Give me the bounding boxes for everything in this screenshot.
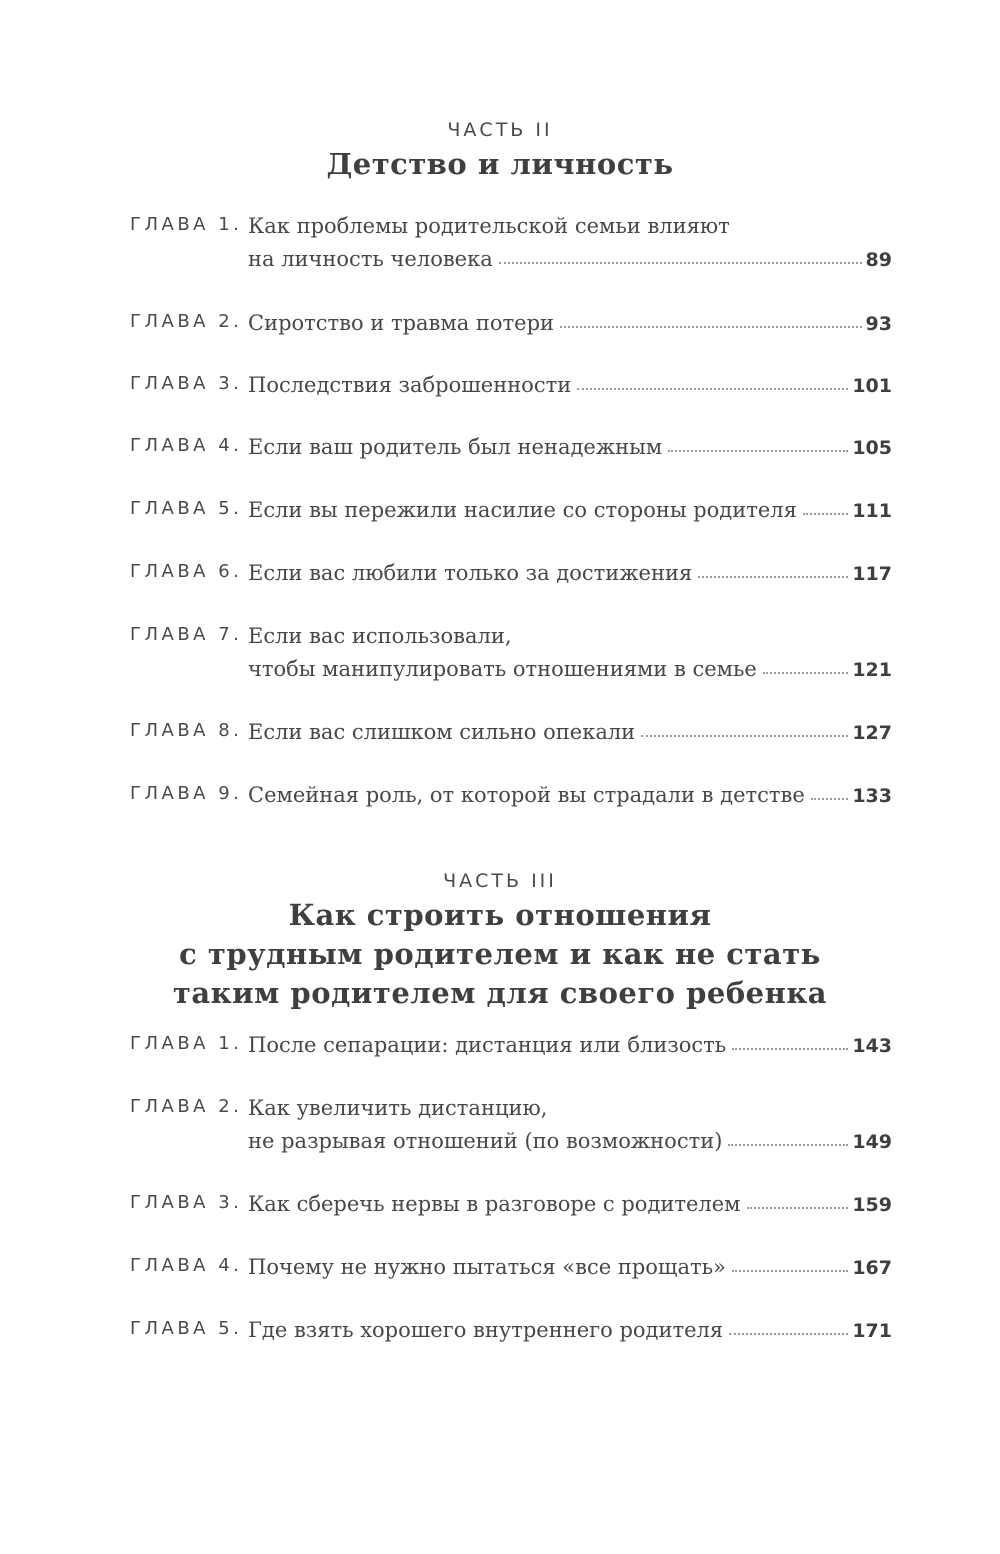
part-label: ЧАСТЬ III (443, 870, 557, 892)
chapter-title: Как увеличить дистанцию, (248, 1096, 548, 1120)
chapter-label: ГЛАВА 5. (130, 1318, 243, 1339)
chapter-label: ГЛАВА 4. (130, 435, 243, 456)
dot-leader (732, 1048, 848, 1050)
dot-leader (641, 735, 848, 737)
page-number: 133 (852, 785, 892, 807)
chapter-title: Сиротство и травма потери (248, 311, 555, 335)
chapter-title: не разрывая отношений (по возможности) (248, 1129, 723, 1153)
chapter-label: ГЛАВА 2. (130, 311, 243, 332)
page-number: 149 (852, 1131, 892, 1153)
part-title: с трудным родителем и как не стать (179, 937, 821, 971)
dot-leader (729, 1333, 848, 1335)
dot-leader (747, 1207, 849, 1209)
chapter-title: Как проблемы родительской семьи влияют (248, 214, 730, 238)
part-heading (0, 117, 1000, 184)
dot-leader (499, 262, 862, 264)
page-number: 167 (852, 1257, 892, 1279)
chapter-title: После сепарации: дистанция или близость (248, 1033, 727, 1057)
page-number: 159 (852, 1194, 892, 1216)
dot-leader (732, 1270, 848, 1272)
chapter-title: чтобы манипулировать отношениями в семье (248, 657, 757, 681)
dot-leader (698, 576, 848, 578)
chapter-label: ГЛАВА 4. (130, 1255, 243, 1276)
dot-leader (577, 388, 848, 390)
chapter-label: ГЛАВА 7. (130, 624, 243, 645)
chapter-label: ГЛАВА 3. (130, 1192, 243, 1213)
chapter-label: ГЛАВА 1. (130, 1033, 243, 1054)
chapter-title: Если ваш родитель был ненадежным (248, 435, 663, 459)
page-number: 117 (852, 563, 892, 585)
chapter-label: ГЛАВА 3. (130, 373, 243, 394)
part-label: ЧАСТЬ II (447, 119, 553, 141)
part-title: таким родителем для своего ребенка (172, 976, 828, 1010)
page-number: 111 (852, 500, 892, 522)
part-title: Как строить отношения (288, 898, 712, 932)
page-number: 105 (852, 437, 892, 459)
page-number: 127 (852, 722, 892, 744)
chapter-label: ГЛАВА 6. (130, 561, 243, 582)
chapter-title: Если вас слишком сильно опекали (248, 720, 636, 744)
page-number: 93 (865, 313, 892, 335)
chapter-title: Как сберечь нервы в разговоре с родителем (248, 1192, 741, 1216)
dot-leader (811, 798, 849, 800)
chapter-label: ГЛАВА 2. (130, 1096, 243, 1117)
chapter-label: ГЛАВА 1. (130, 214, 243, 235)
chapter-label: ГЛАВА 8. (130, 720, 243, 741)
page-number: 89 (865, 249, 892, 271)
chapter-title: Если вас использовали, (248, 624, 512, 648)
page-number: 143 (852, 1035, 892, 1057)
chapter-title: Последствия заброшенности (248, 373, 572, 397)
dot-leader (763, 672, 848, 674)
chapter-title: Почему не нужно пытаться «все прощать» (248, 1255, 726, 1279)
page-number: 101 (852, 375, 892, 397)
dot-leader (668, 450, 848, 452)
dot-leader (803, 513, 848, 515)
dot-leader (728, 1144, 848, 1146)
page-number: 121 (852, 659, 892, 681)
chapter-label: ГЛАВА 5. (130, 498, 243, 519)
chapter-title: Если вы пережили насилие со стороны родителя (248, 498, 797, 522)
part-heading (0, 868, 1000, 1013)
chapter-title: Семейная роль, от которой вы страдали в детстве (248, 783, 805, 807)
chapter-label: ГЛАВА 9. (130, 783, 243, 804)
chapter-title: Если вас любили только за достижения (248, 561, 693, 585)
chapter-title: Где взять хорошего внутреннего родителя (248, 1318, 724, 1342)
part-title: Детство и личность (326, 147, 674, 181)
page-number: 171 (852, 1320, 892, 1342)
chapter-title: на личность человека (248, 247, 493, 271)
dot-leader (560, 326, 862, 328)
